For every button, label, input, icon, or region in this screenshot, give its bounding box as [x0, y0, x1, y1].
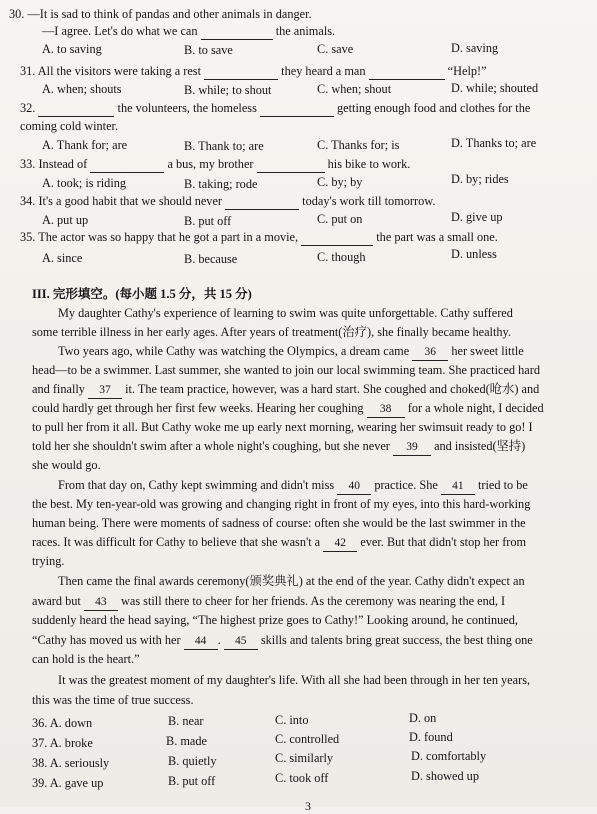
- q31-stem: [20, 64, 487, 80]
- passage-line-3-part2: her sweet little: [451, 344, 524, 358]
- q34-stem: [20, 194, 435, 210]
- q35-stem: [20, 230, 498, 246]
- section-heading: III. 完形填空。(每小题 1.5 分，共 15 分): [32, 287, 252, 301]
- q31-blank2: [369, 64, 445, 80]
- passage-line-1: My daughter Cathy's experience of learning to swim was quite unforgettable. Cathy suffered: [58, 306, 513, 320]
- q34-option-c: C. put on: [317, 212, 363, 226]
- blank-41: 41: [441, 479, 475, 495]
- q33-stem-part3: his bike to work.: [327, 157, 411, 171]
- q38-option-b: B. quietly: [168, 754, 217, 768]
- passage-line-8: [32, 439, 525, 456]
- blank-39: 39: [393, 440, 431, 456]
- passage-line-18-dot: .: [217, 633, 221, 647]
- q33-blank1: [90, 157, 164, 173]
- q31-stem-part3: “Help!”: [447, 64, 487, 78]
- q30-stem-line2: [42, 24, 335, 40]
- passage-line-15: Then came the final awards ceremony(颁奖典礼) at the end of the year. Cathy didn't expect an: [58, 574, 525, 588]
- passage-line-13: [32, 535, 526, 552]
- q30-stem-part2: the animals.: [275, 24, 336, 38]
- q31-stem-part1: 31. All the visitors were taking a rest: [20, 64, 202, 78]
- q38-option-c: C. similarly: [275, 751, 334, 765]
- blank-36: 36: [412, 345, 448, 361]
- q30-blank: [201, 24, 273, 40]
- passage-line-6-part2: for a whole night, I decided: [407, 401, 544, 415]
- q38-option-d: D. comfortably: [411, 749, 487, 763]
- q37-option-c: C. controlled: [275, 732, 340, 746]
- passage-line-4: head—to be a swimmer. Last summer, she wanted to join our local swimming team. She practiced hard: [32, 363, 540, 377]
- q33-option-b: B. taking; rode: [184, 177, 258, 191]
- passage-line-2: some terrible illness in her early ages. After years of treatment(治疗), she finally became healthy.: [32, 325, 511, 339]
- q35-stem-part1: 35. The actor was so happy that he got a part in a movie,: [20, 230, 299, 244]
- passage-line-6: [32, 401, 544, 418]
- q30-stem-part1: —I agree. Let's do what we can: [42, 24, 198, 38]
- passage-line-9: she would go.: [32, 458, 101, 472]
- q31-stem-part2: they heard a man: [281, 64, 366, 78]
- passage-line-10-part3: tried to be: [477, 478, 528, 492]
- q32-option-a: A. Thank for; are: [42, 138, 128, 152]
- q30-option-c: C. save: [317, 42, 354, 56]
- passage-line-18-part1: “Cathy has moved us with her: [32, 633, 181, 647]
- passage-line-10-part2: practice. She: [374, 478, 438, 492]
- passage-line-18-part2: skills and talents bring great success, the best thing one: [260, 633, 533, 647]
- q32-stem-part2: the volunteers, the homeless: [117, 101, 257, 115]
- blank-38: 38: [367, 402, 405, 418]
- q34-option-d: D. give up: [451, 210, 503, 224]
- blank-40: 40: [337, 479, 371, 495]
- passage-line-8-part1: told her she shouldn't swim after a whole night's coughing, but she never: [32, 439, 390, 453]
- passage-line-8-part2: and insisted(坚持): [434, 439, 526, 453]
- q32-stem: [20, 101, 530, 117]
- q33-option-d: D. by; rides: [451, 172, 509, 186]
- q32-option-c: C. Thanks for; is: [317, 138, 400, 152]
- q34-option-b: B. put off: [184, 214, 232, 228]
- q32-blank2: [260, 101, 334, 117]
- q38-option-a: 38. A. seriously: [32, 756, 110, 770]
- q31-option-c: C. when; shout: [317, 82, 392, 96]
- passage-line-10: [58, 478, 528, 495]
- q35-option-a: A. since: [42, 251, 83, 265]
- q36-option-c: C. into: [275, 713, 309, 727]
- q32-stem-part3: getting enough food and clothes for the: [337, 101, 531, 115]
- q37-option-d: D. found: [409, 730, 453, 744]
- q34-option-a: A. put up: [42, 213, 89, 227]
- blank-42: 42: [323, 536, 357, 552]
- q32-blank1: [38, 101, 114, 117]
- q34-stem-part2: today's work till tomorrow.: [302, 194, 436, 208]
- q30-option-d: D. saving: [451, 41, 499, 55]
- q33-stem-part1: 33. Instead of: [20, 157, 88, 171]
- q33-blank2: [257, 157, 325, 173]
- passage-line-5: [32, 382, 539, 399]
- q32-stem-line2: coming cold winter.: [20, 119, 119, 133]
- q30-stem-line1: 30. —It is sad to think of pandas and other animals in danger.: [9, 7, 312, 21]
- passage-line-21: this was the time of true success.: [32, 693, 194, 707]
- q31-option-d: D. while; shouted: [451, 81, 539, 95]
- blank-43: 43: [84, 595, 118, 611]
- q35-option-b: B. because: [184, 252, 238, 266]
- blank-37: 37: [88, 383, 122, 399]
- page-number: 3: [305, 799, 311, 813]
- passage-line-20: It was the greatest moment of my daughter's life. With all she had been through in her ten years,: [58, 673, 531, 687]
- q33-option-a: A. took; is riding: [42, 176, 127, 190]
- q39-option-b: B. put off: [168, 774, 216, 788]
- passage-line-16: [32, 594, 505, 611]
- passage-line-14: trying.: [32, 554, 65, 568]
- q35-stem-part2: the part was a small one.: [376, 230, 498, 244]
- q34-blank: [225, 194, 299, 210]
- q36-option-a: 36. A. down: [32, 716, 93, 730]
- q31-blank1: [204, 64, 278, 80]
- q39-option-d: D. showed up: [411, 769, 479, 783]
- q33-stem-part2: a bus, my brother: [167, 157, 254, 171]
- q39-option-a: 39. A. gave up: [32, 776, 104, 790]
- q31-option-b: B. while; to shout: [184, 83, 272, 97]
- blank-44: 44: [184, 634, 218, 650]
- passage-line-5-part1: and finally: [32, 382, 85, 396]
- q37-option-a: 37. A. broke: [32, 736, 93, 750]
- passage-line-7: to pull her from it all. But Cathy woke me up early next morning, wearing her swimsuit ready to go! I: [32, 420, 533, 434]
- passage-line-12: human being. There were moments of sadness of course: often she would be the last swimmer in the: [32, 516, 526, 530]
- passage-line-18: [32, 633, 533, 650]
- q32-stem-part1: 32.: [20, 101, 36, 115]
- q31-option-a: A. when; shouts: [42, 82, 122, 96]
- passage-line-10-part1: From that day on, Cathy kept swimming and didn't miss: [58, 478, 335, 492]
- q33-stem: [20, 157, 410, 173]
- q35-option-c: C. though: [317, 250, 366, 264]
- q35-option-d: D. unless: [451, 247, 497, 261]
- q30-option-a: A. to saving: [42, 42, 102, 56]
- passage-line-13-part2: ever. But that didn't stop her from: [360, 535, 527, 549]
- q34-stem-part1: 34. It's a good habit that we should never: [20, 194, 222, 208]
- q36-option-d: D. on: [409, 711, 437, 725]
- q30-option-b: B. to save: [184, 43, 233, 57]
- q39-option-c: C. took off: [275, 771, 329, 785]
- passage-line-17: suddenly heard the head saying, “The highest prize goes to Cathy!” Looking around, he continued,: [32, 613, 518, 627]
- passage-line-11: the best. My ten-year-old was growing and changing right in front of my eyes, into this hard-working: [32, 497, 531, 511]
- blank-45: 45: [224, 634, 258, 650]
- passage-line-19: can hold is the heart.”: [32, 652, 140, 666]
- passage-line-16-part1: award but: [32, 594, 81, 608]
- q37-option-b: B. made: [166, 734, 207, 748]
- q32-option-d: D. Thanks to; are: [451, 136, 537, 150]
- passage-line-3: [58, 344, 524, 361]
- q33-option-c: C. by; by: [317, 175, 363, 189]
- passage-line-5-part2: it. The team practice, however, was a hard start. She coughed and choked(呛水) and: [125, 382, 540, 396]
- passage-line-6-part1: could hardly get through her first few weeks. Hearing her coughing: [32, 401, 364, 415]
- passage-line-3-part1: Two years ago, while Cathy was watching the Olympics, a dream came: [58, 344, 410, 358]
- passage-line-16-part2: was still there to cheer for her friends. As the ceremony was nearing the end, I: [120, 594, 506, 608]
- passage-line-13-part1: races. It was difficult for Cathy to believe that she wasn't a: [32, 535, 321, 549]
- q32-option-b: B. Thank to; are: [184, 139, 264, 153]
- q35-blank: [301, 230, 373, 246]
- q36-option-b: B. near: [168, 714, 204, 728]
